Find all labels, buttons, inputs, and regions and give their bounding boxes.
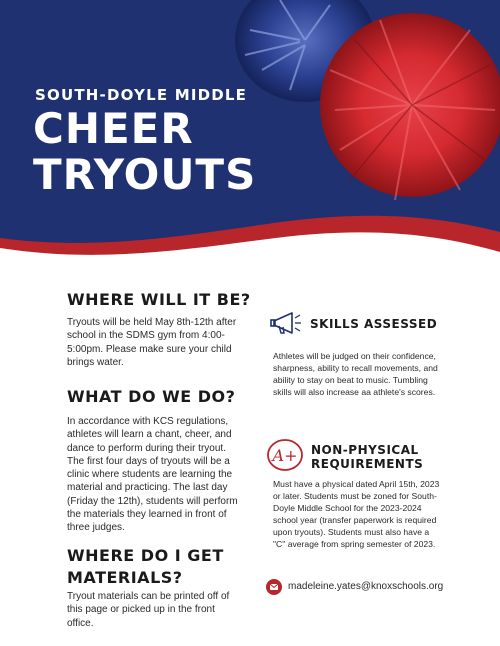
hero-banner [0,0,500,280]
where-heading: WHERE WILL IT BE? [67,290,251,309]
contact-email[interactable]: madeleine.yates@knoxschools.org [288,581,444,592]
title-line-2: TRYOUTS [33,150,257,199]
page-title [33,106,256,198]
nonphysical-body: Must have a physical dated April 15th, 2023 or later. Students must be zoned for South-Doyle Middle School for the 2023-2024 school year (transfer paperwork is required upon tryouts). Students must also have a "C" average from spring semester of 2023. [273,479,440,549]
title-line-1: CHEER [33,104,194,153]
materials-heading-line-1: WHERE DO I GET [67,546,224,565]
nonphysical-heading [311,443,423,471]
school-name: SOUTH-DOYLE MIDDLE [35,86,248,104]
materials-body: Tryout materials can be printed off of this page or picked up in the front office. [67,591,230,629]
what-heading: WHAT DO WE DO? [67,387,236,406]
grade-text: A+ [272,446,298,465]
where-body: Tryouts will be held May 8th-12th after school in the SDMS gym from 4:00-5:00pm. Please make sure your child brings water. [67,317,237,368]
envelope-icon [266,579,282,600]
skills-body: Athletes will be judged on their confidence, sharpness, ability to recall movements, and ability to stay on beat to music. Tumbling skills will also increase aa athlete's scores. [273,351,438,397]
what-body: In accordance with KCS regulations, athletes will learn a chant, cheer, and dance to perform during their tryout. The first four days of tryouts will be a clinic where students are learning the material and practicing. The last day (Friday the 12th), students will perform the materials they learned in front of three judges. [67,416,238,534]
grade-a-plus-icon [266,438,304,477]
skills-heading: SKILLS ASSESSED [310,317,438,331]
materials-heading [67,545,224,589]
megaphone-icon [270,311,304,340]
materials-heading-line-2: MATERIALS? [67,568,183,587]
nonphysical-heading-line-2: REQUIREMENTS [311,457,424,471]
nonphysical-heading-line-1: NON-PHYSICAL [311,443,419,457]
